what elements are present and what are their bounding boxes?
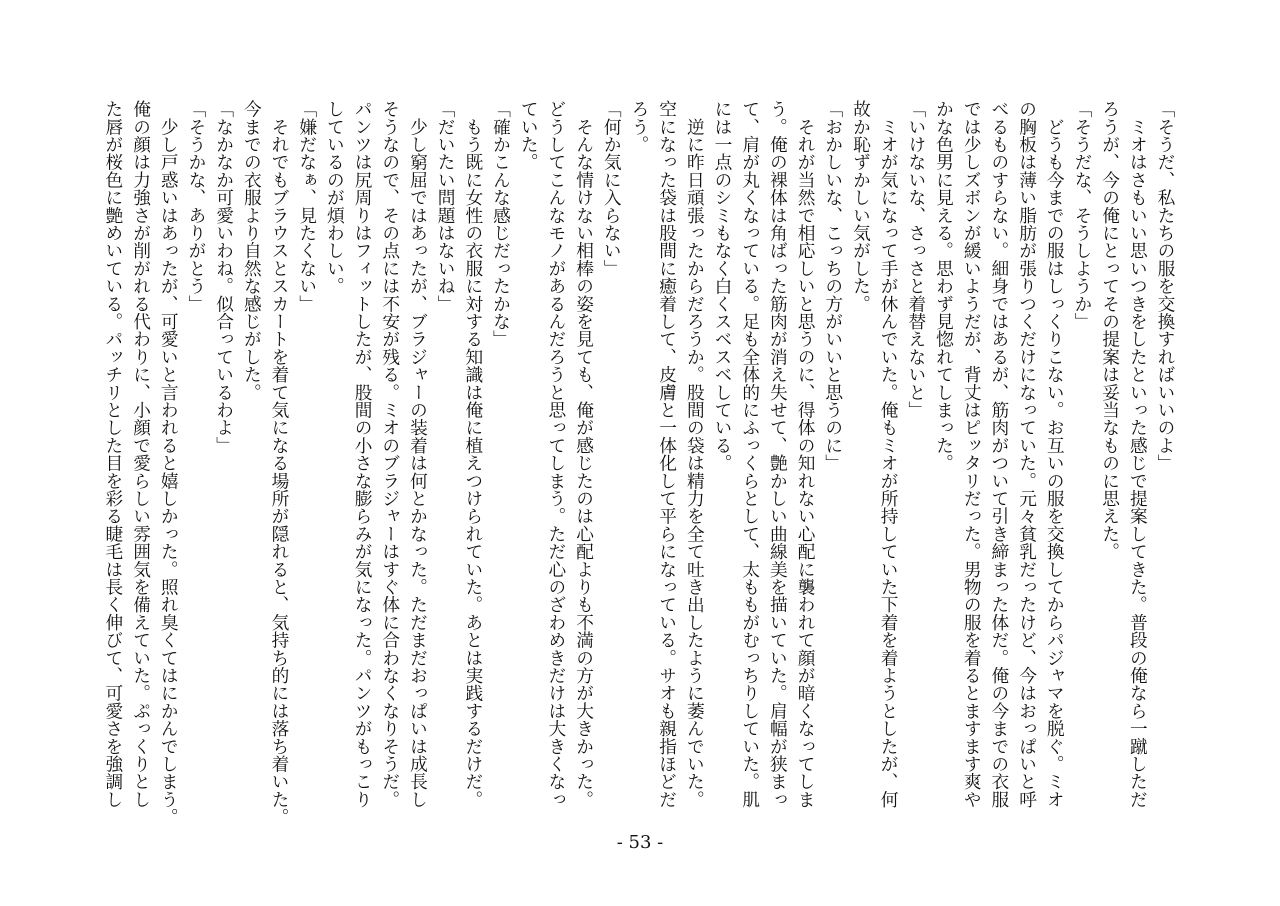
text-line: それでもブラウスとスカートを着て気になる場所が隠れると、気持ち的には落ち着いた。 [269, 100, 289, 826]
page-number: - 53 - [616, 832, 664, 853]
text-line: 少し窮屈ではあったが、ブラジャーの装着は何とかなった。ただまだおっぱいは成長し [407, 100, 428, 808]
text-line: べるものすらない。細身ではあるが、筋肉がついて引き締まった体だ。俺の今までの衣服 [988, 100, 1009, 808]
text-line: ミオはさもいい思いつきをしたといった感じで提案してきた。普段の俺なら一蹴しただ [1127, 100, 1148, 808]
text-line: 「おかしいな、こっちの方がいいと思うのに」 [822, 100, 843, 472]
text-line: そうなので、その点には不安が残る。ミオのブラジャーはすぐ体に合わなくなりそうだ。 [379, 100, 400, 808]
text-line: もう既に女性の衣服に対する知識は俺に植えつけられていた。あとは実践するだけだ。 [462, 100, 483, 808]
text-line: 故か恥ずかしい気がした。 [850, 100, 871, 313]
text-line: かな色男に見える。思わず見惚れてしまった。 [933, 100, 954, 472]
text-line: どうも今までの服はしっくりこない。お互いの服を交換してからパジャマを脱ぐ。ミオ [1044, 100, 1065, 808]
text-line: て、肩が丸くなっている。足も全体的にふっくらとして、太ももがむっちりしていた。肌 [739, 100, 760, 808]
text-line: の胸板は薄い脂肪が張りつくだけになっていた。元々貧乳だったけど、今はおっぱいと呼 [1016, 100, 1037, 808]
text-line: しているのが煩わしい。 [324, 100, 345, 295]
text-line: た唇が桜色に艶めいている。パッチリとした目を彩る睫毛は長く伸びて、可愛さを強調し [102, 100, 123, 809]
text-line: 「だいたい問題はないね」 [435, 100, 456, 313]
text-line: 「なかなか可愛いわね。似合っているわよ」 [213, 100, 234, 454]
text-line: う。俺の裸体は角ばった筋肉が消え失せて、艶かしい曲線美を描いていた。肩幅が狭まっ [767, 100, 788, 808]
text-line: 今までの衣服より自然な感じがした。 [241, 100, 262, 401]
text-line: 「嫌だなぁ、見たくない」 [296, 100, 317, 313]
text-line: ろうが、今の俺にとってその提案は妥当なものに思えた。 [1099, 100, 1120, 561]
text-line: 「そうだ、私たちの服を交換すればいいのよ」 [1155, 100, 1175, 472]
text-line: パンツは尻周りはフィットしたが、股間の小さな膨らみが気になった。パンツがもっこり [352, 100, 373, 808]
text-line: 「いけないな、さっさと着替えないと」 [905, 100, 926, 419]
text-line: ていた。 [518, 100, 539, 171]
text-line: ろう。 [628, 100, 649, 154]
text-line: それが当然で相応しいと思うのに、得体の知れない心配に襲われて顔が暗くなってしま [795, 100, 816, 808]
text-line: 「何か気に入らない」 [601, 100, 622, 277]
text-line: 「確かこんな感じだったかな」 [490, 100, 511, 348]
text-line: には一点のシミもなく白くスベスベしている。 [712, 100, 732, 472]
text-line: 「そうかな、ありがとう」 [185, 100, 206, 313]
text-line: ミオが気になって手が休んでいた。俺もミオが所持していた下着を着ようとしたが、何 [878, 100, 899, 808]
text-line: どうしてこんなモノがあるんだろうと思ってしまう。ただ心のざわめきだけは大きくなっ [545, 100, 566, 808]
text-line: では少しズボンが緩いようだが、背丈はピッタリだった。男物の服を着るとますます爽や [961, 100, 982, 808]
text-line: 逆に昨日頑張ったからだろうか。股間の袋は精力を全て吐き出したように萎んでいた。 [684, 100, 705, 808]
text-line: 「そうだな、そうしようか」 [1071, 100, 1092, 331]
text-line: そんな情けない相棒の姿を見ても、俺が感じたのは心配よりも不満の方が大きかった。 [573, 100, 594, 808]
text-line: 少し戸惑いはあったが、可愛いと言われると嬉しかった。照れ臭くてはにかんでしまう。 [158, 100, 179, 826]
text-line: 俺の顔は力強さが削がれる代わりに、小顔で愛らしい雰囲気を備えていた。ぷっくりとし [130, 100, 151, 808]
text-line: 空になった袋は股間に癒着して、皮膚と一体化して平らになっている。サオも親指ほどだ [656, 100, 677, 808]
vertical-body-text [98, 100, 1178, 826]
